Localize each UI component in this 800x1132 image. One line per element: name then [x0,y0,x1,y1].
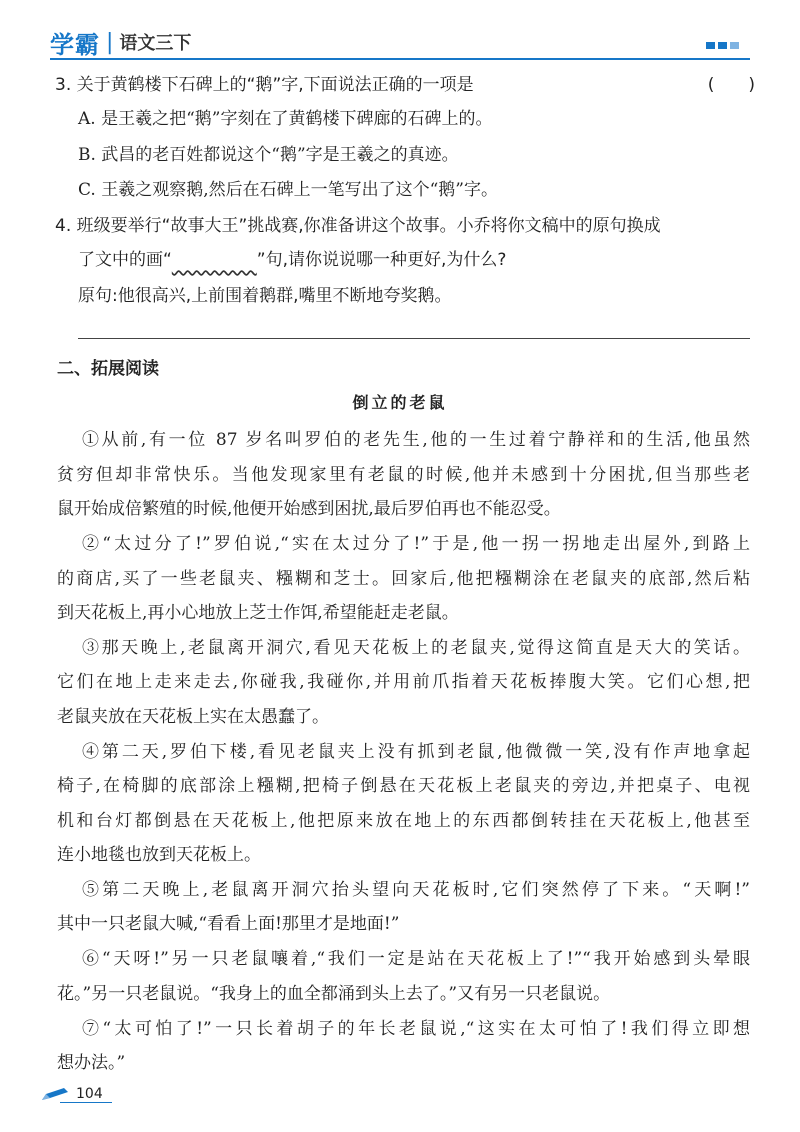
paragraph-7-line-1: ⑦“太可怕了!”一只长着胡子的年长老鼠说,“这实在太可怕了!我们得立即想 [82,1019,750,1039]
option-b: B. 武昌的老百姓都说这个“鹅”字是王羲之的真迹。 [78,145,459,165]
brand-name: 学霸 [50,30,100,59]
footer-rule [60,1102,112,1103]
question-4 [55,214,755,238]
paragraph-3-line-1: ③那天晚上,老鼠离开洞穴,看见天花板上的老鼠夹,觉得这简直是天大的笑话。 [82,638,750,658]
question-text: ”句,请你说说哪一种更好,为什么? [256,250,507,270]
pencil-icon [40,1086,72,1102]
option-c: C. 王羲之观察鹅,然后在石碑上一笔写出了这个“鹅”字。 [78,180,498,200]
answer-bracket: ( ) [707,75,755,95]
paragraph-7-line-2: 想办法。” [57,1053,126,1073]
paragraph-3-line-3: 老鼠夹放在天花板上实在太愚蠢了。 [57,707,329,727]
wavy-underline-mark [172,250,257,270]
header-separator: | [106,29,114,55]
question-text: 了文中的画“ [78,250,172,270]
section-title: 二、拓展阅读 [57,359,159,379]
paragraph-6-line-1: ⑥“天呀!”另一只老鼠嚷着,“我们一定是站在天花板上了!”“我开始感到头晕眼 [82,949,750,969]
page-number: 104 [76,1086,103,1102]
paragraph-1-line-3: 鼠开始成倍繁殖的时候,他便开始感到困扰,最后罗伯再也不能忍受。 [57,499,561,519]
question-text: 班级要举行“故事大王”挑战赛,你准备讲这个故事。小乔将你文稿中的原句换成 [76,216,661,236]
decorative-squares-icon [706,42,739,49]
header-rule [50,58,750,60]
paragraph-1-line-1: ①从前,有一位 87 岁名叫罗伯的老先生,他的一生过着宁静祥和的生活,他虽然 [82,430,750,450]
answer-writing-line[interactable] [78,338,750,339]
option-a: A. 是王羲之把“鹅”字刻在了黄鹤楼下碑廊的石碑上的。 [78,109,493,129]
page-header [0,0,800,60]
original-sentence: 原句:他很高兴,上前围着鹅群,嘴里不断地夸奖鹅。 [78,286,452,306]
paragraph-4-line-2: 椅子,在椅脚的底部涂上糨糊,把椅子倒悬在天花板上老鼠夹的旁边,并把桌子、电视 [57,776,750,796]
brand-logo [50,28,192,59]
paragraph-4-line-3: 机和台灯都倒悬在天花板上,他把原来放在地上的东西都倒转挂在天花板上,他甚至 [57,811,750,831]
paragraph-5-line-1: ⑤第二天晚上,老鼠离开洞穴抬头望向天花板时,它们突然停了下来。“天啊!” [82,880,750,900]
question-3 [55,73,755,97]
story-title: 倒立的老鼠 [352,393,448,412]
question-number: 4. [55,216,72,236]
page-footer [40,1086,103,1102]
question-text: 关于黄鹤楼下石碑上的“鹅”字,下面说法正确的一项是 [76,75,474,95]
paragraph-2-line-3: 到天花板上,再小心地放上芝士作饵,希望能赶走老鼠。 [57,603,459,623]
question-4-line-2 [78,248,778,272]
paragraph-5-line-2: 其中一只老鼠大喊,“看看上面!那里才是地面!” [57,914,400,934]
paragraph-2-line-1: ②“太过分了!”罗伯说,“实在太过分了!”于是,他一拐一拐地走出屋外,到路上 [82,534,750,554]
paragraph-6-line-2: 花。”另一只老鼠说。“我身上的血全都涌到头上去了。”又有另一只老鼠说。 [57,984,611,1004]
paragraph-3-line-2: 它们在地上走来走去,你碰我,我碰你,并用前爪指着天花板捧腹大笑。它们心想,把 [57,672,750,692]
paragraph-2-line-2: 的商店,买了一些老鼠夹、糨糊和芝士。回家后,他把糨糊涂在老鼠夹的底部,然后粘 [57,569,750,589]
subject-label: 语文三下 [119,33,192,54]
question-number: 3. [55,75,72,95]
paragraph-4-line-4: 连小地毯也放到天花板上。 [57,845,261,865]
paragraph-4-line-1: ④第二天,罗伯下楼,看见老鼠夹上没有抓到老鼠,他微微一笑,没有作声地拿起 [82,742,750,762]
paragraph-1-line-2: 贫穷但却非常快乐。当他发现家里有老鼠的时候,他并未感到十分困扰,但当那些老 [57,465,750,485]
